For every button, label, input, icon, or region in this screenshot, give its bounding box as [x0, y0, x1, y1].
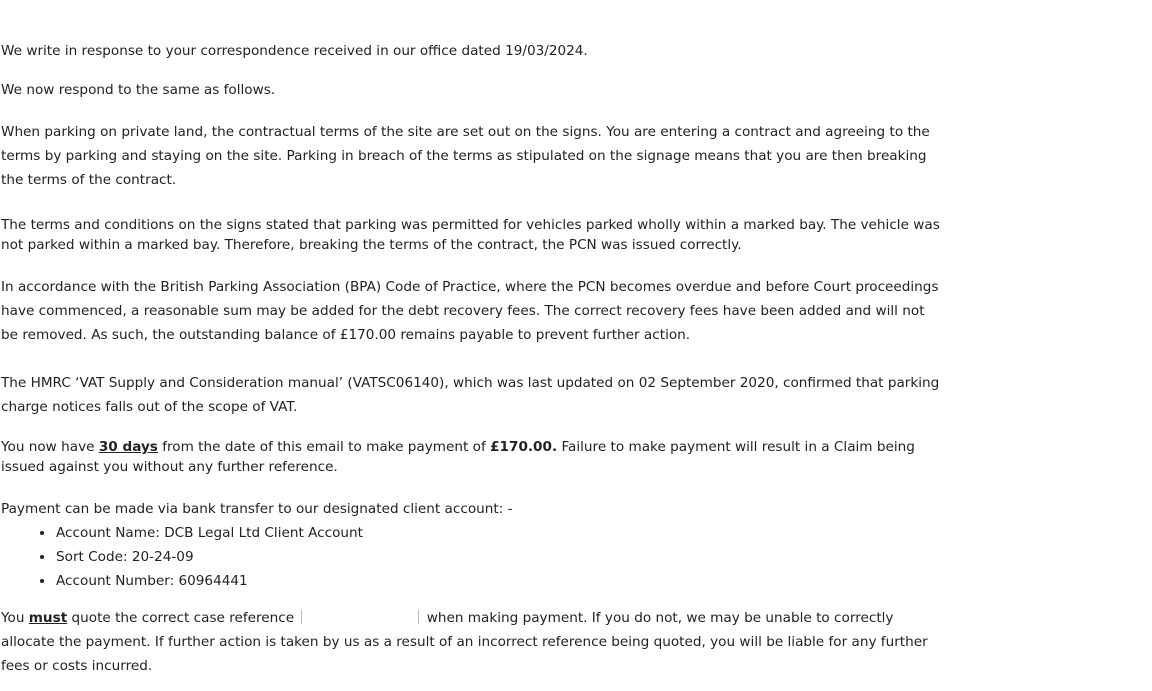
bank-details-list — [0, 521, 363, 593]
paragraph-case-reference — [1, 606, 941, 678]
paragraph-respond: We now respond to the same as follows. — [1, 82, 276, 98]
paragraph-payment-method: Payment can be made via bank transfer to our designated client account: - — [1, 501, 513, 517]
paragraph-contract-terms: When parking on private land, the contractual terms of the site are set out on the signs. You are entering a contract and agreeing to the terms by parking and staying on the site. Parking in breach of the terms as stipulated on the signage means that you are then breaking the terms of the contract. — [1, 124, 930, 188]
redacted-case-reference — [301, 610, 419, 624]
deadline-text-middle: from the date of this email to make payment of — [157, 439, 491, 455]
paragraph-correspondence: We write in response to your correspondence received in our office dated 19/03/2024. — [1, 43, 588, 59]
deadline-text-after: Failure to make payment will result in a Claim being issued against you without any further reference. — [1, 439, 915, 475]
reference-must: must — [28, 610, 68, 626]
paragraph-signs-terms: The terms and conditions on the signs stated that parking was permitted for vehicles parked wholly within a marked bay. The vehicle was not parked within a marked bay. Therefore, breaking the terms of the contract, the PCN was issued correctly. — [1, 217, 940, 253]
bank-account-number: Account Number: 60964441 — [0, 569, 363, 593]
bank-account-name: Account Name: DCB Legal Ltd Client Account — [0, 521, 363, 545]
bank-sort-code: Sort Code: 20-24-09 — [0, 545, 363, 569]
reference-text-middle: quote the correct case reference — [67, 610, 299, 626]
deadline-text-before: You now have — [1, 439, 99, 455]
deadline-amount: £170.00. — [490, 439, 558, 455]
paragraph-bpa-code: In accordance with the British Parking Association (BPA) Code of Practice, where the PCN becomes overdue and before Court proceedings have commenced, a reasonable sum may be added for the debt recovery fees. The correct recovery fees have been added and will not be removed. As such, the outstanding balance of £170.00 remains payable to prevent further action. — [1, 279, 939, 343]
reference-text-before: You — [1, 610, 29, 626]
paragraph-hmrc-vat: The HMRC ‘VAT Supply and Consideration manual’ (VATSC06140), which was last updated on 02 September 2020, confirmed that parking charge notices falls out of the scope of VAT. — [1, 375, 940, 415]
deadline-days: 30 days — [98, 439, 158, 455]
paragraph-payment-deadline — [1, 437, 941, 477]
reference-text-after: when making payment. If you do not, we may be unable to correctly allocate the payment. If further action is taken by us as a result of an incorrect reference being quoted, you will be liable for any further fees or costs incurred. — [1, 610, 928, 674]
